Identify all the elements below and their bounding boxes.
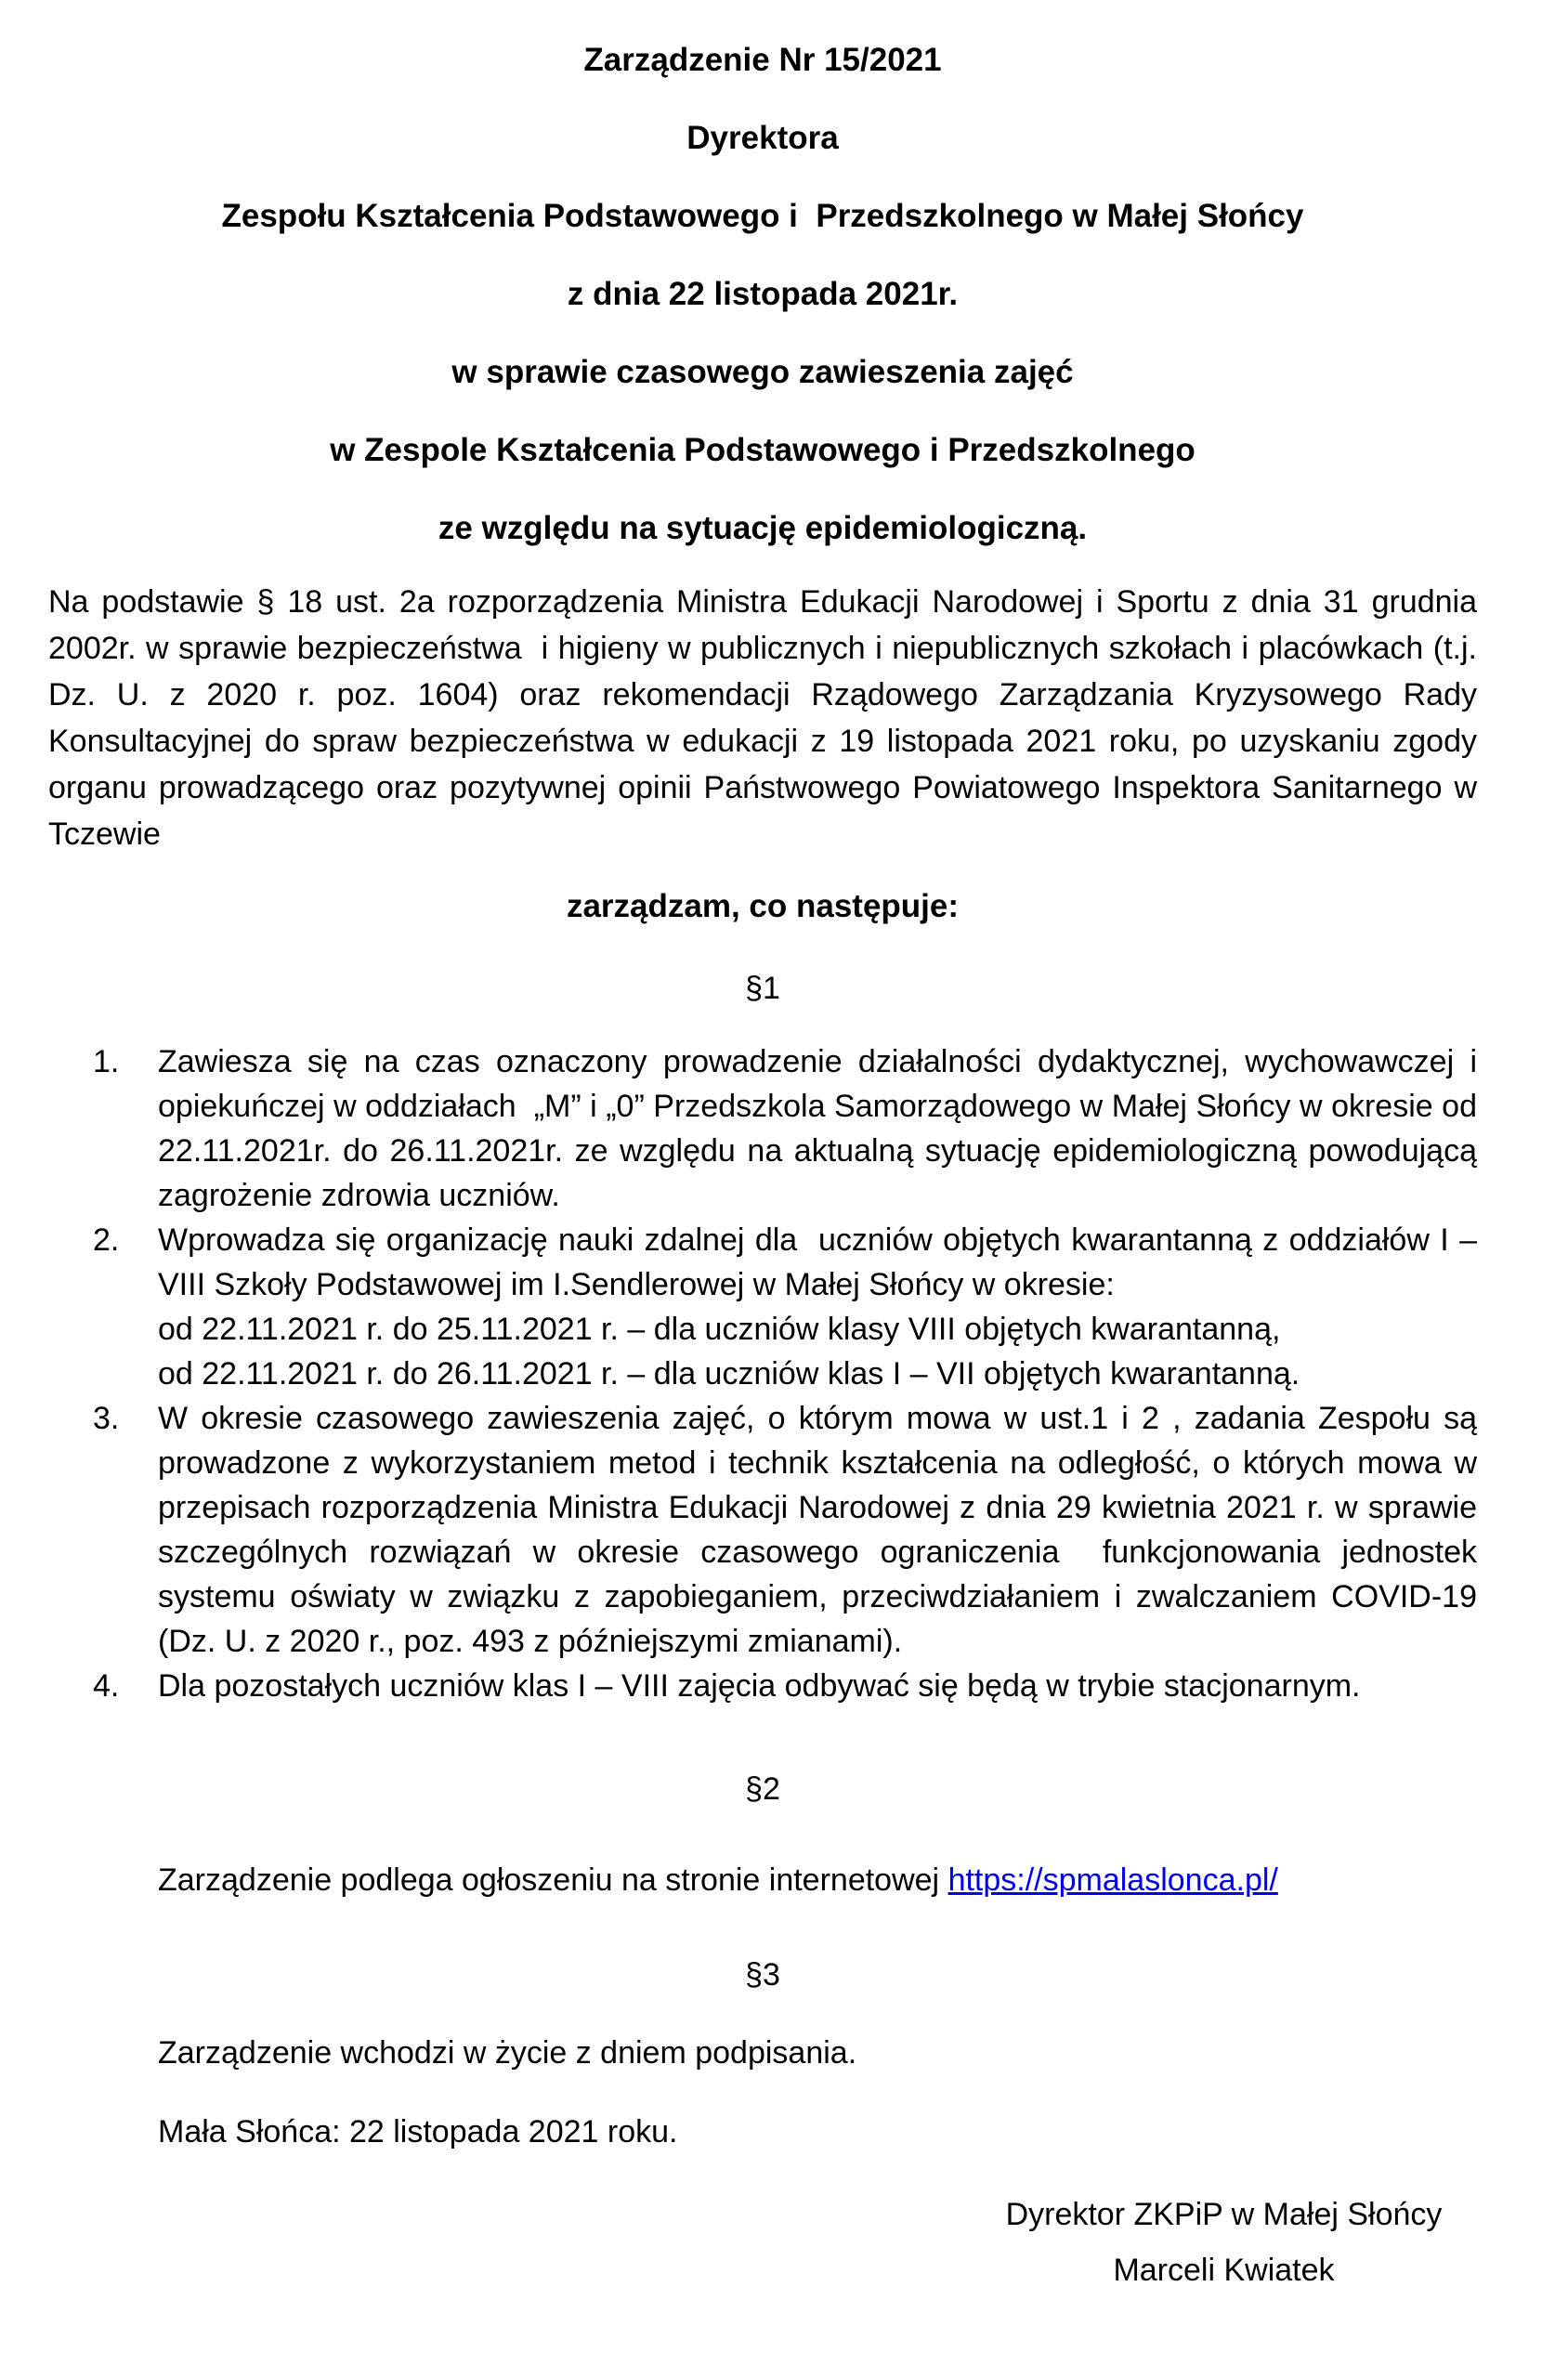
- list-item-number: 2.: [93, 1222, 120, 1258]
- signature-name: Marceli Kwiatek: [1113, 2253, 1335, 2288]
- decree-lead: zarządzam, co następuje:: [566, 888, 960, 924]
- header-line-subject: w sprawie czasowego zawieszenia zajęć: [451, 354, 1074, 390]
- list-item-subline: od 22.11.2021 r. do 26.11.2021 r. – dla uczniów klas I – VII objętych kwarantanną.: [158, 1356, 1300, 1392]
- preamble-paragraph: Na podstawie § 18 ust. 2a rozporządzenia Ministra Edukacji Narodowej i Sportu z dnia 31 grudnia 2002r. w sprawie bezpieczeństwa i higieny w publicznych i niepublicznych szkołach i placówkach (t.j. Dz. U. z 2020 r. poz. 1604) oraz rekomendacji Rządowego Zarządzania Kryzysowego Rady Konsultacyjnej do spraw bezpieczeństwa w edukacji z 19 listopada 2021 roku, po uzyskaniu zgody organu prowadzącego oraz pozytywnej opinii Państwowego Powiatowego Inspektora Sanitarnego w Tczewie: [48, 584, 1486, 852]
- header-line-institution: Zespołu Kształcenia Podstawowego i Przedszkolnego w Małej Słońcy: [221, 198, 1304, 234]
- section-1-mark: §1: [745, 971, 780, 1006]
- header-line-reason: ze względu na sytuację epidemiologiczną.: [438, 510, 1088, 546]
- list-item-body: [158, 1039, 1486, 1218]
- publication-text: Zarządzenie podlega ogłoszeniu na stronie internetowej: [158, 1862, 948, 1898]
- signature-title: Dyrektor ZKPiP w Małej Słońcy: [1005, 2197, 1443, 2232]
- list-item-number: 4.: [93, 1668, 120, 1704]
- header-line-subject-institution: w Zespole Kształcenia Podstawowego i Przedszkolnego: [330, 432, 1196, 468]
- list-item: [48, 1218, 1486, 1396]
- ordinance-list: [48, 1039, 1486, 1708]
- list-item-text: Dla pozostałych uczniów klas I – VIII zajęcia odbywać się będą w trybie stacjonarnym.: [158, 1668, 1361, 1704]
- list-item: [48, 1396, 1486, 1664]
- list-item-text: Zawiesza się na czas oznaczony prowadzenie działalności dydaktycznej, wychowawczej i opiekuńczej w oddziałach „M” i „0” Przedszkola Samorządowego w Małej Słońcy w okresie od 22.11.2021r. do 26.11.2021r. ze względu na aktualną sytuację epidemiologiczną powodującą zagrożenie zdrowia uczniów.: [158, 1044, 1486, 1213]
- header-line-date: z dnia 22 listopada 2021r.: [567, 276, 959, 312]
- website-link[interactable]: https://spmalaslonca.pl/: [947, 1862, 1278, 1898]
- section-2-mark: §2: [745, 1771, 780, 1807]
- list-item: [48, 1039, 1486, 1218]
- list-item-body: [158, 1664, 1477, 1708]
- section-3-mark: §3: [745, 1957, 780, 1993]
- header-line-issuer: Dyrektora: [686, 120, 839, 156]
- list-item-body: [158, 1218, 1486, 1396]
- list-item-subline: od 22.11.2021 r. do 25.11.2021 r. – dla uczniów klasy VIII objętych kwarantanną,: [158, 1312, 1281, 1347]
- effective-date-paragraph: Zarządzenie wchodzi w życie z dniem podpisania.: [158, 2035, 857, 2071]
- list-item-number: 1.: [93, 1044, 120, 1079]
- place-date-line: Mała Słońca: 22 listopada 2021 roku.: [158, 2114, 678, 2149]
- list-item-number: 3.: [93, 1401, 120, 1436]
- list-item-text: Wprowadza się organizację nauki zdalnej dla uczniów objętych kwarantanną z oddziałów I – VIII Szkoły Podstawowej im I.Sendlerowej w Małej Słońcy w okresie:: [158, 1222, 1486, 1302]
- list-item-text: W okresie czasowego zawieszenia zajęć, o którym mowa w ust.1 i 2 , zadania Zespołu są prowadzone z wykorzystaniem metod i technik kształcenia na odległość, o których mowa w przepisach rozporządzenia Ministra Edukacji Narodowej z dnia 29 kwietnia 2021 r. w sprawie szczególnych rozwiązań w okresie czasowego ograniczenia funkcjonowania jednostek systemu oświaty w związku z zapobieganiem, przeciwdziałaniem i zwalczaniem COVID-19 (Dz. U. z 2020 r., poz. 493 z późniejszymi zmianami).: [158, 1401, 1486, 1659]
- list-item-body: [158, 1396, 1486, 1664]
- list-item: [48, 1664, 1477, 1708]
- signature-block: [971, 2187, 1477, 2298]
- header-line-ordinance-number: Zarządzenie Nr 15/2021: [583, 42, 942, 78]
- publication-paragraph: [158, 1857, 1477, 1903]
